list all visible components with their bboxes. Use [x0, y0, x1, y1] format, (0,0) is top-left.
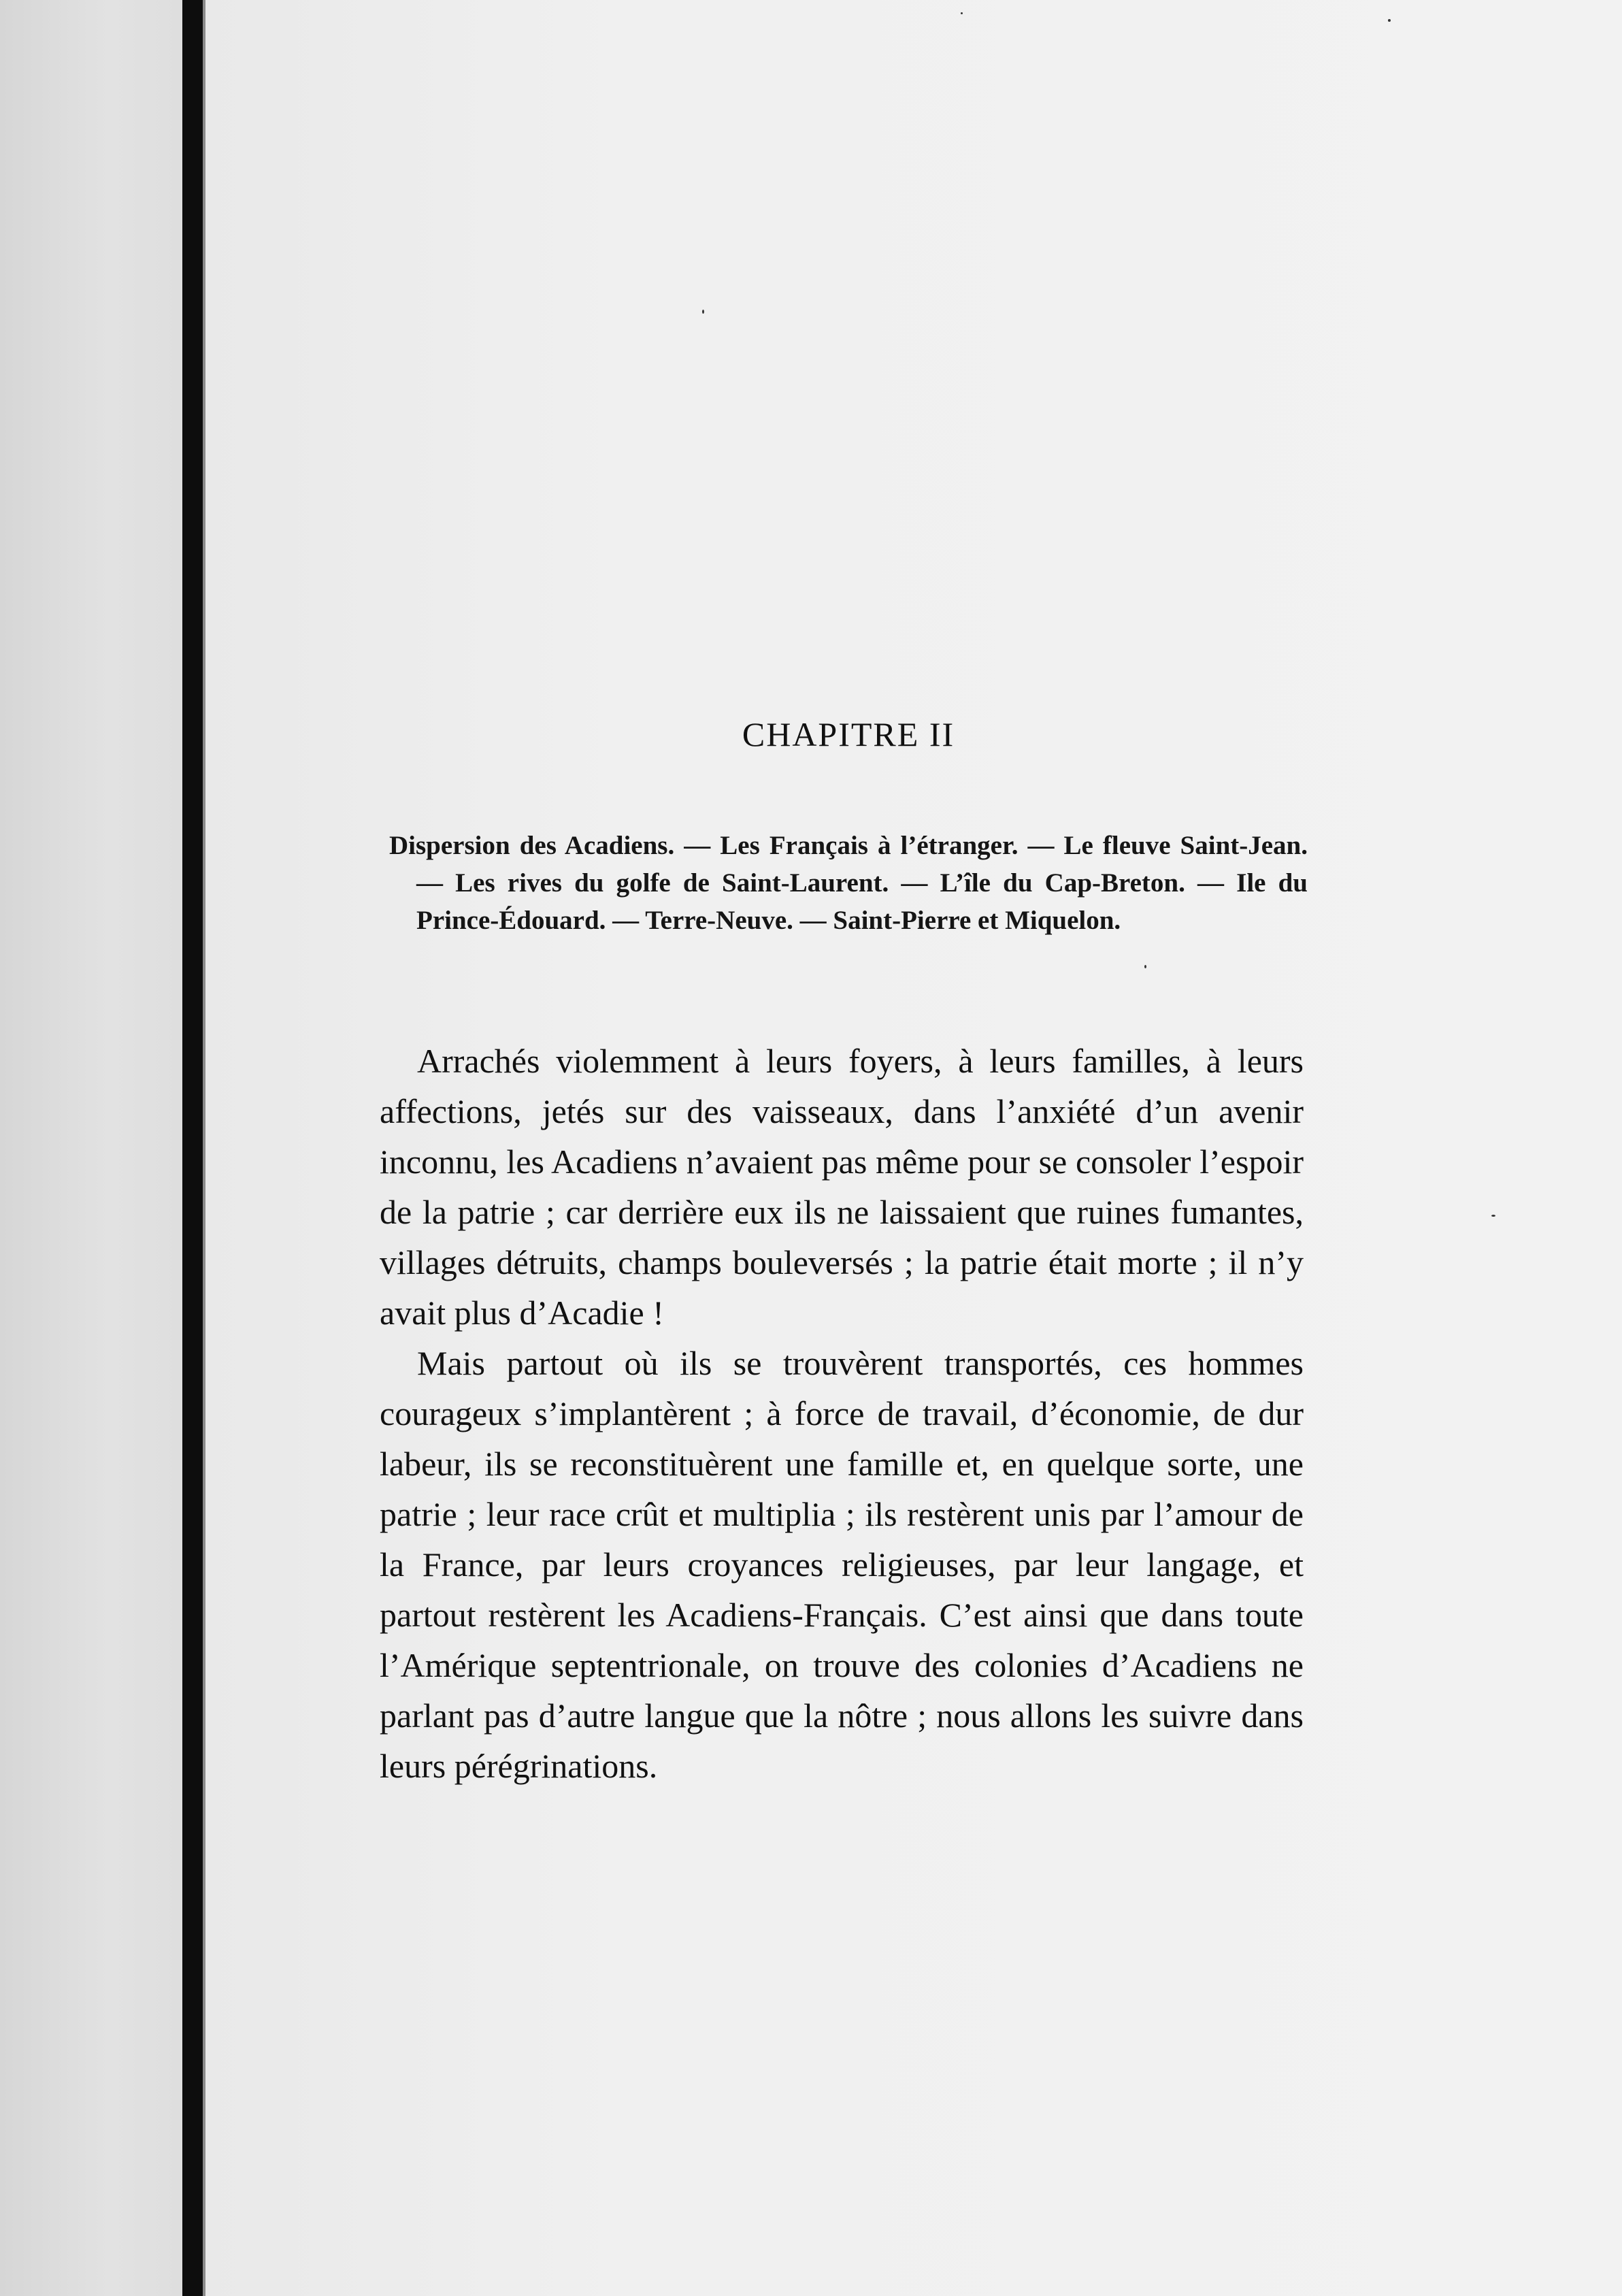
- dust-speck: [1388, 19, 1391, 22]
- dust-speck: [702, 310, 704, 314]
- dust-speck: [1491, 1215, 1495, 1217]
- chapter-title: CHAPITRE II: [742, 715, 955, 753]
- paragraph: Arrachés violemment à leurs foyers, à leurs familles, à leurs affections, jetés sur des vaisseaux, dans l’anxiété d’un avenir inconnu, les Acadiens n’avaient pas même pour se consoler l’espoir de la patrie ; car derrière eux ils ne laissaient que ruines fumantes, villages détruits, champs bouleversés ; la patrie était morte ; il n’y avait plus d’Acadie !: [380, 1042, 1304, 1332]
- body-text: [380, 1036, 1304, 1791]
- left-margin: [0, 0, 182, 2296]
- paragraph: Mais partout où ils se trouvèrent transportés, ces hommes courageux s’implantèrent ; à force de travail, d’économie, de dur labeur, ils se reconstituèrent une famille et, en quelque sorte, une patrie ; leur race crût et multiplia ; ils restèrent unis par l’amour de la France, par leurs croyances religieuses, par leur langage, et partout restèrent les Acadiens-Français. C’est ainsi que dans toute l’Amérique septentrionale, on trouve des colonies d’Acadiens ne parlant pas d’autre langue que la nôtre ; nous allons les suivre dans leurs pérégrinations.: [380, 1344, 1304, 1785]
- dust-speck: [961, 12, 963, 14]
- binding-line: [182, 0, 203, 2296]
- chapter-summary: Dispersion des Acadiens. — Les Français à l’étranger. — Le fleuve Saint-Jean. — Les rives du golfe de Saint-Laurent. — L’île du Cap-Breton. — Ile du Prince-Édouard. — Terre-Neuve. — Saint-Pierre et Miquelon.: [389, 831, 1308, 935]
- dust-speck: [1144, 965, 1146, 968]
